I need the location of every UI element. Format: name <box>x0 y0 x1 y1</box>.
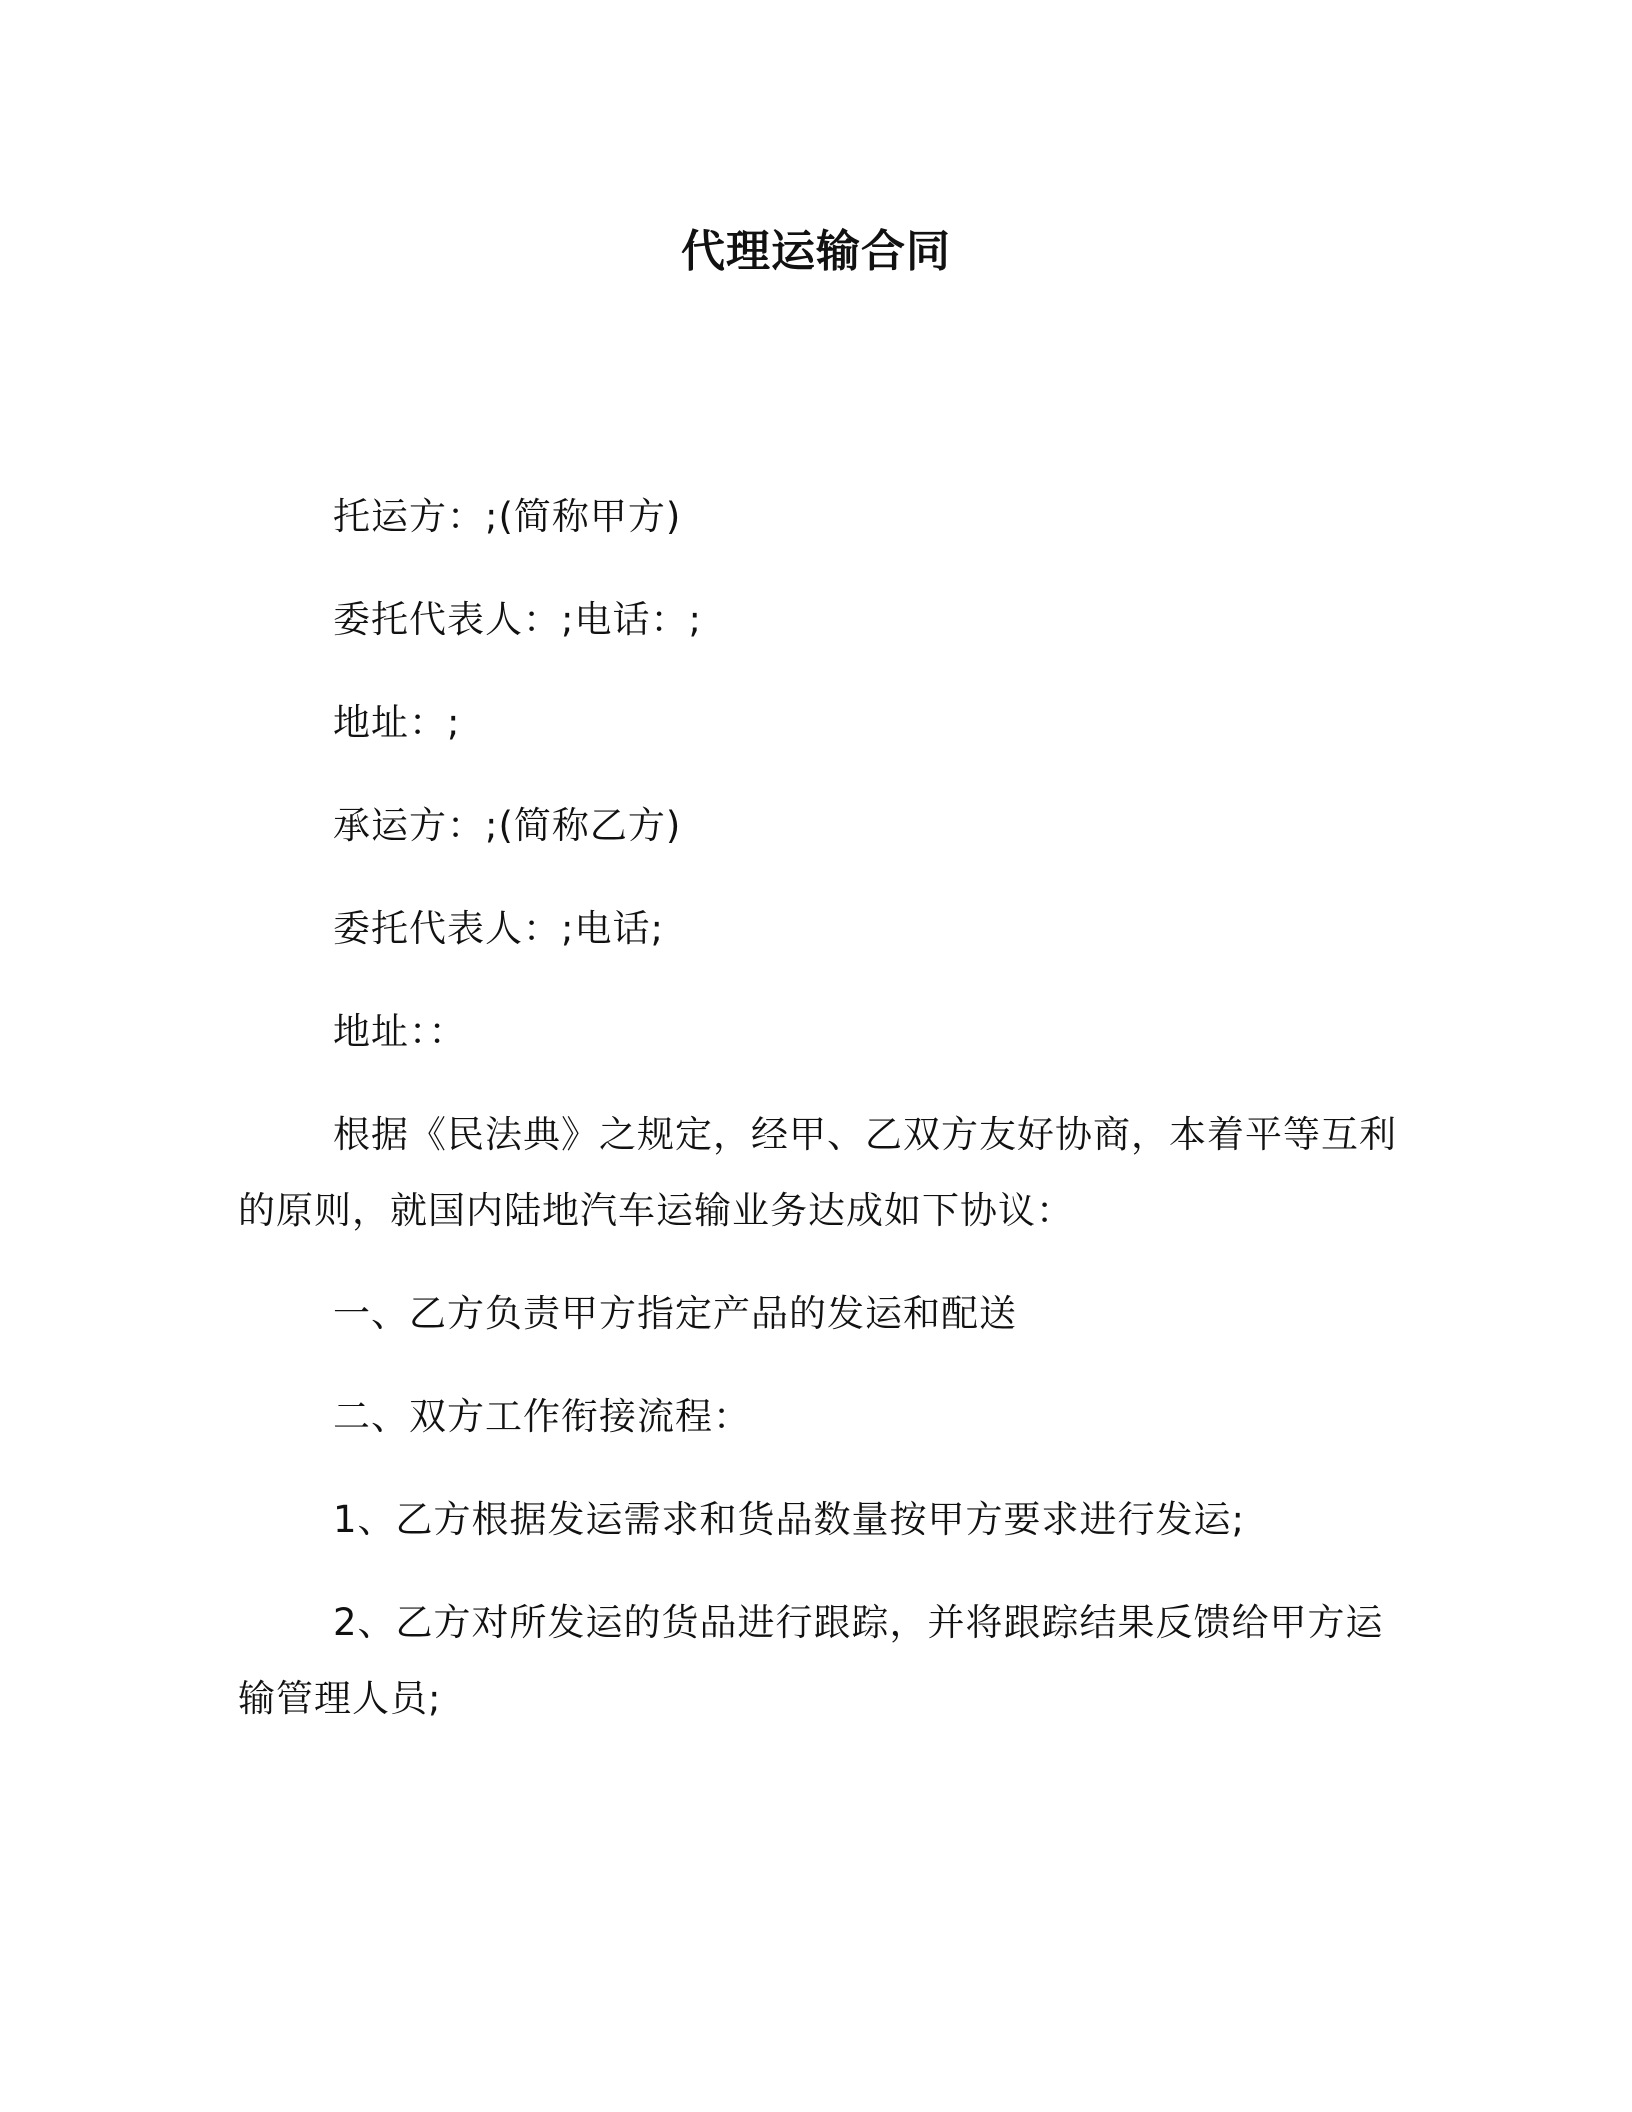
carrier-address-line: 地址：： <box>333 1010 467 1053</box>
shipper-line: 托运方：;(简称甲方) <box>333 495 682 538</box>
carrier-line: 承运方：;(简称乙方) <box>333 804 682 847</box>
clause-2: 二、双方工作衔接流程： <box>333 1395 751 1438</box>
clause-2-item-2-line-1: 2、乙方对所发运的货品进行跟踪，并将跟踪结果反馈给甲方运 <box>333 1601 1384 1644</box>
shipper-representative-line: 委托代表人：;电话：; <box>333 598 702 641</box>
shipper-address-line: 地址：; <box>333 701 461 744</box>
carrier-representative-line: 委托代表人：;电话; <box>333 907 664 950</box>
clause-2-item-1: 1、乙方根据发运需求和货品数量按甲方要求进行发运; <box>333 1498 1246 1541</box>
preamble-line-2: 的原则，就国内陆地汽车运输业务达成如下协议： <box>238 1189 1074 1232</box>
clause-1: 一、乙方负责甲方指定产品的发运和配送 <box>333 1292 1017 1335</box>
preamble-line-1: 根据《民法典》之规定，经甲、乙双方友好协商，本着平等互利 <box>333 1113 1397 1156</box>
document-title: 代理运输合同 <box>681 226 951 277</box>
clause-2-item-2-line-2: 输管理人员; <box>238 1677 442 1720</box>
